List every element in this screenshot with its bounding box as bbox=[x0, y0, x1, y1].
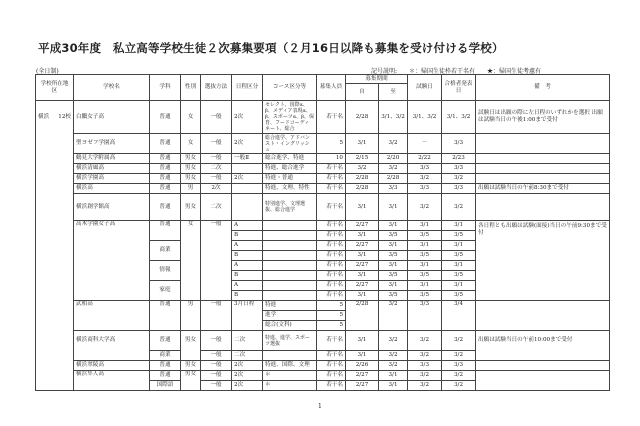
schedule bbox=[232, 184, 263, 194]
notes bbox=[476, 134, 610, 154]
notes bbox=[476, 164, 610, 174]
period-from: 2/27 bbox=[346, 381, 379, 391]
capacity: 若干名 bbox=[317, 251, 346, 261]
announce-date: 3/4 bbox=[442, 301, 476, 331]
gender: 男 bbox=[181, 301, 201, 331]
capacity: 5 bbox=[317, 134, 346, 154]
capacity: 若干名 bbox=[317, 291, 346, 301]
period-to: 3/5 bbox=[379, 291, 408, 301]
dept: 普通 bbox=[150, 361, 181, 371]
period-from: 3/1 bbox=[346, 291, 379, 301]
dept: 商業 bbox=[150, 351, 181, 361]
announce-date: 3/2 bbox=[442, 194, 476, 221]
period-to: 3/1 bbox=[379, 241, 408, 251]
period-from: 2/15 bbox=[346, 154, 379, 164]
gender: 男女 bbox=[181, 371, 201, 391]
period-to: 2/28 bbox=[379, 174, 408, 184]
header-schedule: 日程区分 bbox=[232, 75, 263, 101]
schedule: 2次 bbox=[232, 134, 263, 154]
area-name: 横浜 bbox=[38, 114, 50, 120]
course bbox=[263, 271, 317, 281]
period-to: 3/1 bbox=[379, 281, 408, 291]
notes: 試験日は出願の際に左日程のいずれかを選択 出願は試験当日の午後1:00まで受付 bbox=[476, 101, 610, 134]
header-from: 自 bbox=[346, 84, 379, 101]
school-name: 高木学園女子高 bbox=[74, 221, 150, 301]
method: 一般 bbox=[201, 301, 232, 331]
school-name: 鶴見大学附属高 bbox=[74, 154, 150, 164]
dept: 国際語 bbox=[150, 381, 181, 391]
period-from: 3/1 bbox=[346, 194, 379, 221]
period-to: 3/1、3/2 bbox=[379, 101, 408, 134]
gender: 男 bbox=[181, 184, 201, 194]
school-name: 白鵬女子高 bbox=[74, 101, 150, 134]
area-count: 12校 bbox=[58, 114, 71, 120]
method: 一般 bbox=[201, 371, 232, 381]
legend-star-filled: ★：帰国生徒考慮有 bbox=[487, 68, 542, 75]
capacity: 若干名 bbox=[317, 231, 346, 241]
school-name: 聖ヨゼフ学園高 bbox=[74, 134, 150, 154]
period-to: 3/2 bbox=[379, 351, 408, 361]
schedule: A bbox=[232, 281, 263, 291]
school-name: 横浜商科大学高 bbox=[74, 331, 150, 361]
dept: 普通 bbox=[150, 134, 181, 154]
gender: 男女 bbox=[181, 331, 201, 361]
dept: 商業 bbox=[150, 241, 181, 261]
table-row bbox=[36, 361, 610, 371]
course: 総合進学、特進 bbox=[263, 154, 317, 164]
exam-date: － bbox=[408, 134, 442, 154]
course: 特進、進学、スポーツ選抜 bbox=[263, 331, 317, 351]
announce-date: 3/1、3/2 bbox=[442, 101, 476, 134]
exam-date: 3/1 bbox=[408, 281, 442, 291]
dept: 普通 bbox=[150, 164, 181, 174]
notes bbox=[476, 154, 610, 164]
header-area: 学校所在地区 bbox=[36, 75, 74, 101]
method: 二次 bbox=[201, 194, 232, 221]
announce-date: 3/5 bbox=[442, 251, 476, 261]
period-to: 3/2 bbox=[379, 301, 408, 331]
table-row bbox=[36, 154, 610, 164]
capacity: 10 bbox=[317, 154, 346, 164]
exam-date: 3/5 bbox=[408, 291, 442, 301]
table-row bbox=[36, 174, 610, 184]
course bbox=[263, 291, 317, 301]
announce-date: 3/5 bbox=[442, 291, 476, 301]
table-row bbox=[36, 371, 610, 381]
gender: 男女 bbox=[181, 361, 201, 371]
capacity: 若干名 bbox=[317, 281, 346, 291]
gender: 女 bbox=[181, 101, 201, 134]
header-period: 募集期間 bbox=[346, 75, 408, 84]
table-row bbox=[36, 184, 610, 194]
schedule: 2次 bbox=[232, 371, 263, 381]
course: ＊ bbox=[263, 371, 317, 381]
announce-date: 3/2 bbox=[442, 371, 476, 381]
announce-date: 2/23 bbox=[442, 154, 476, 164]
notes bbox=[476, 174, 610, 184]
gender: 男女 bbox=[181, 164, 201, 174]
header-dept: 学科 bbox=[150, 75, 181, 101]
dept: 情報 bbox=[150, 261, 181, 281]
method: 一般 bbox=[201, 154, 232, 164]
period-from: 2/28 bbox=[346, 174, 379, 184]
schedule: B bbox=[232, 251, 263, 261]
notes: 各日程とも出願は試験(面接)当日の午前9:30まで受付 bbox=[476, 221, 610, 301]
course: 進学 bbox=[263, 311, 317, 321]
schedule: 二次 bbox=[232, 351, 263, 361]
announce-date: 3/1 bbox=[442, 261, 476, 271]
exam-date: 3/5 bbox=[408, 251, 442, 261]
schedule: 一般Ⅱ bbox=[232, 154, 263, 164]
dept: 普通 bbox=[150, 174, 181, 184]
school-name: 横浜清風高 bbox=[74, 164, 150, 174]
announce-date: 3/1 bbox=[442, 281, 476, 291]
schedule: 2次 bbox=[232, 381, 263, 391]
school-name: 横浜学園高 bbox=[74, 174, 150, 184]
header-method: 選抜方法 bbox=[201, 75, 232, 101]
period-to: 3/2 bbox=[379, 331, 408, 351]
capacity: 5 bbox=[317, 301, 346, 311]
period-to: 2/20 bbox=[379, 154, 408, 164]
capacity: 若干名 bbox=[317, 351, 346, 361]
period-to: 3/2 bbox=[379, 361, 408, 371]
schedule: B bbox=[232, 291, 263, 301]
notes bbox=[476, 371, 610, 391]
exam-date: 3/1 bbox=[408, 261, 442, 271]
header-notes: 備 考 bbox=[476, 75, 610, 101]
period-from: 2/27 bbox=[346, 281, 379, 291]
course: 特別進学、文理選抜、総合進学 bbox=[263, 194, 317, 221]
notes: 出願は試験当日の午前10:00まで受付 bbox=[476, 331, 610, 361]
method: 一般 bbox=[201, 351, 232, 361]
dept: 普通 bbox=[150, 371, 181, 381]
announce-date: 3/3 bbox=[442, 164, 476, 174]
period-from: 2/27 bbox=[346, 241, 379, 251]
table-row bbox=[36, 331, 610, 351]
exam-date: 3/1 bbox=[408, 241, 442, 251]
capacity: 若干名 bbox=[317, 241, 346, 251]
capacity: 若干名 bbox=[317, 361, 346, 371]
dept: 普通 bbox=[150, 301, 181, 331]
period-to: 3/2 bbox=[379, 164, 408, 174]
header-to: 至 bbox=[379, 84, 408, 101]
schedule bbox=[232, 164, 263, 174]
course bbox=[263, 241, 317, 251]
schedule: 2次 bbox=[232, 361, 263, 371]
exam-date: 3/3 bbox=[408, 184, 442, 194]
exam-date: 3/2 bbox=[408, 371, 442, 381]
gender: 男女 bbox=[181, 174, 201, 184]
school-name: 横浜翠陵高 bbox=[74, 361, 150, 371]
period-to: 3/5 bbox=[379, 231, 408, 241]
dept: 普通 bbox=[150, 154, 181, 164]
course bbox=[263, 351, 317, 361]
capacity: 若干名 bbox=[317, 164, 346, 174]
header-announce: 合格者発表日 bbox=[442, 75, 476, 101]
period-from: 3/1 bbox=[346, 134, 379, 154]
dept: 普通 bbox=[150, 184, 181, 194]
category-label: (全日制) bbox=[36, 68, 59, 75]
table-row bbox=[36, 194, 610, 221]
school-name: 横浜高 bbox=[74, 184, 150, 194]
exam-date: 3/5 bbox=[408, 271, 442, 281]
exam-date: 3/1、3/2 bbox=[408, 101, 442, 134]
method: 一般 bbox=[201, 361, 232, 371]
announce-date: 3/1 bbox=[442, 241, 476, 251]
area-cell bbox=[36, 101, 74, 391]
period-from: 3/1 bbox=[346, 351, 379, 361]
announce-date: 3/2 bbox=[442, 331, 476, 351]
announce-date: 3/2 bbox=[442, 381, 476, 391]
course: 特進、総合進学 bbox=[263, 164, 317, 174]
school-name: 横浜隼人高 bbox=[74, 371, 150, 391]
announce-date: 3/1 bbox=[442, 221, 476, 231]
period-to: 3/3 bbox=[379, 184, 408, 194]
period-from: 2/28 bbox=[346, 101, 379, 134]
dept: 普通 bbox=[150, 194, 181, 221]
course: 特進・普通 bbox=[263, 174, 317, 184]
header-school: 学校名 bbox=[74, 75, 150, 101]
course: ＊ bbox=[263, 381, 317, 391]
course: 総合進学、アドバンスト・イングリッシュ bbox=[263, 134, 317, 154]
capacity: 若干名 bbox=[317, 184, 346, 194]
table-row bbox=[36, 101, 610, 134]
dept: 家庭 bbox=[150, 281, 181, 301]
school-name: 武相高 bbox=[74, 301, 150, 331]
period-from: 3/1 bbox=[346, 271, 379, 281]
dept: 普通 bbox=[150, 101, 181, 134]
capacity: 若干名 bbox=[317, 174, 346, 184]
period-to: 3/5 bbox=[379, 271, 408, 281]
schedule: 2次 bbox=[232, 174, 263, 184]
period-to: 3/1 bbox=[379, 221, 408, 231]
legend-star-outline: ＊：帰国生徒枠若干名有 bbox=[409, 68, 476, 75]
exam-date: 3/1 bbox=[408, 221, 442, 231]
school-name: 横浜創学館高 bbox=[74, 194, 150, 221]
exam-date: 3/2 bbox=[408, 194, 442, 221]
period-to: 3/2 bbox=[379, 134, 408, 154]
table-row bbox=[36, 134, 610, 154]
header-course: コース区分等 bbox=[263, 75, 317, 101]
period-to: 3/1 bbox=[379, 371, 408, 381]
header-gender: 性別 bbox=[181, 75, 201, 101]
course: 特進、国際、文理 bbox=[263, 361, 317, 371]
period-from: 2/28 bbox=[346, 301, 379, 331]
capacity: 若干名 bbox=[317, 271, 346, 281]
period-from: 2/27 bbox=[346, 261, 379, 271]
method: 2次 bbox=[201, 184, 232, 194]
period-to: 3/1 bbox=[379, 381, 408, 391]
capacity: 若干名 bbox=[317, 221, 346, 231]
header-capacity: 募集人員 bbox=[317, 75, 346, 101]
exam-date: 3/3 bbox=[408, 301, 442, 331]
schedule: A bbox=[232, 261, 263, 271]
method: 一般 bbox=[201, 221, 232, 301]
period-to: 3/5 bbox=[379, 251, 408, 261]
schedule bbox=[232, 194, 263, 221]
period-from: 3/1 bbox=[346, 231, 379, 241]
exam-date: 3/3 bbox=[408, 164, 442, 174]
exam-date: 3/2 bbox=[408, 381, 442, 391]
course: セレクト、国際α、β、メディア表現α、β、スポーツα、β、保育、フードコーディネート、総合 bbox=[263, 101, 317, 134]
capacity: 若干名 bbox=[317, 261, 346, 271]
method: 一般 bbox=[201, 174, 232, 184]
exam-date: 3/5 bbox=[408, 231, 442, 241]
gender: 女 bbox=[181, 134, 201, 154]
exam-date: 3/2 bbox=[408, 351, 442, 361]
schedule: 二次 bbox=[232, 331, 263, 351]
exam-date: 2/22 bbox=[408, 154, 442, 164]
method: 一般 bbox=[201, 381, 232, 391]
recruitment-table bbox=[35, 74, 610, 391]
notes bbox=[476, 194, 610, 221]
course: 特進、文理、特性 bbox=[263, 184, 317, 194]
period-from: 3/1 bbox=[346, 251, 379, 261]
period-from: 2/26 bbox=[346, 361, 379, 371]
exam-date: 3/3 bbox=[408, 361, 442, 371]
capacity: 若干名 bbox=[317, 194, 346, 221]
announce-date: 3/2 bbox=[442, 174, 476, 184]
capacity: 若干名 bbox=[317, 101, 346, 134]
schedule: B bbox=[232, 271, 263, 281]
announce-date: 3/3 bbox=[442, 361, 476, 371]
schedule: A bbox=[232, 241, 263, 251]
method: 一般 bbox=[201, 331, 232, 351]
dept: 普通 bbox=[150, 221, 181, 241]
legend-label: 記号説明: bbox=[371, 68, 398, 75]
course bbox=[263, 221, 317, 231]
exam-date: 3/2 bbox=[408, 174, 442, 184]
exam-date: 3/2 bbox=[408, 331, 442, 351]
method: 二次 bbox=[201, 164, 232, 174]
capacity: 若干名 bbox=[317, 381, 346, 391]
header-exam: 試験日 bbox=[408, 75, 442, 101]
gender: 男女 bbox=[181, 154, 201, 164]
period-from: 3/2 bbox=[346, 164, 379, 174]
gender: 女 bbox=[181, 221, 201, 301]
capacity: 若干名 bbox=[317, 331, 346, 351]
capacity: 若干名 bbox=[317, 371, 346, 381]
table-row bbox=[36, 164, 610, 174]
schedule: 3月日程 bbox=[232, 301, 263, 331]
announce-date: 3/5 bbox=[442, 271, 476, 281]
announce-date: 3/5 bbox=[442, 231, 476, 241]
notes: 出願は試験当日の午前8:30まで受付 bbox=[476, 184, 610, 194]
period-to: 3/1 bbox=[379, 194, 408, 221]
capacity: 5 bbox=[317, 321, 346, 331]
course bbox=[263, 281, 317, 291]
course bbox=[263, 251, 317, 261]
capacity: 5 bbox=[317, 311, 346, 321]
table-row bbox=[36, 301, 610, 311]
course: 総合(文科) bbox=[263, 321, 317, 331]
period-from: 2/27 bbox=[346, 371, 379, 381]
page-title: 平成30年度 私立高等学校生徒２次募集要項（２月16日以降も募集を受け付ける学校） bbox=[38, 41, 504, 55]
course bbox=[263, 261, 317, 271]
period-to: 3/1 bbox=[379, 261, 408, 271]
notes bbox=[476, 301, 610, 331]
dept: 普通 bbox=[150, 331, 181, 351]
schedule: A bbox=[232, 221, 263, 231]
method: 一般 bbox=[201, 134, 232, 154]
gender: 男女 bbox=[181, 194, 201, 221]
schedule: B bbox=[232, 231, 263, 241]
notes bbox=[476, 361, 610, 371]
table-row bbox=[36, 221, 610, 231]
announce-date: 3/3 bbox=[442, 184, 476, 194]
period-from: 2/27 bbox=[346, 221, 379, 231]
schedule: 2次 bbox=[232, 101, 263, 134]
method: 一般 bbox=[201, 101, 232, 134]
announce-date: 3/2 bbox=[442, 351, 476, 361]
period-from: 3/1 bbox=[346, 331, 379, 351]
period-from: 2/28 bbox=[346, 184, 379, 194]
course: 特進 bbox=[263, 301, 317, 311]
page-number: 1 bbox=[318, 403, 322, 410]
announce-date: 3/3 bbox=[442, 134, 476, 154]
course bbox=[263, 231, 317, 241]
